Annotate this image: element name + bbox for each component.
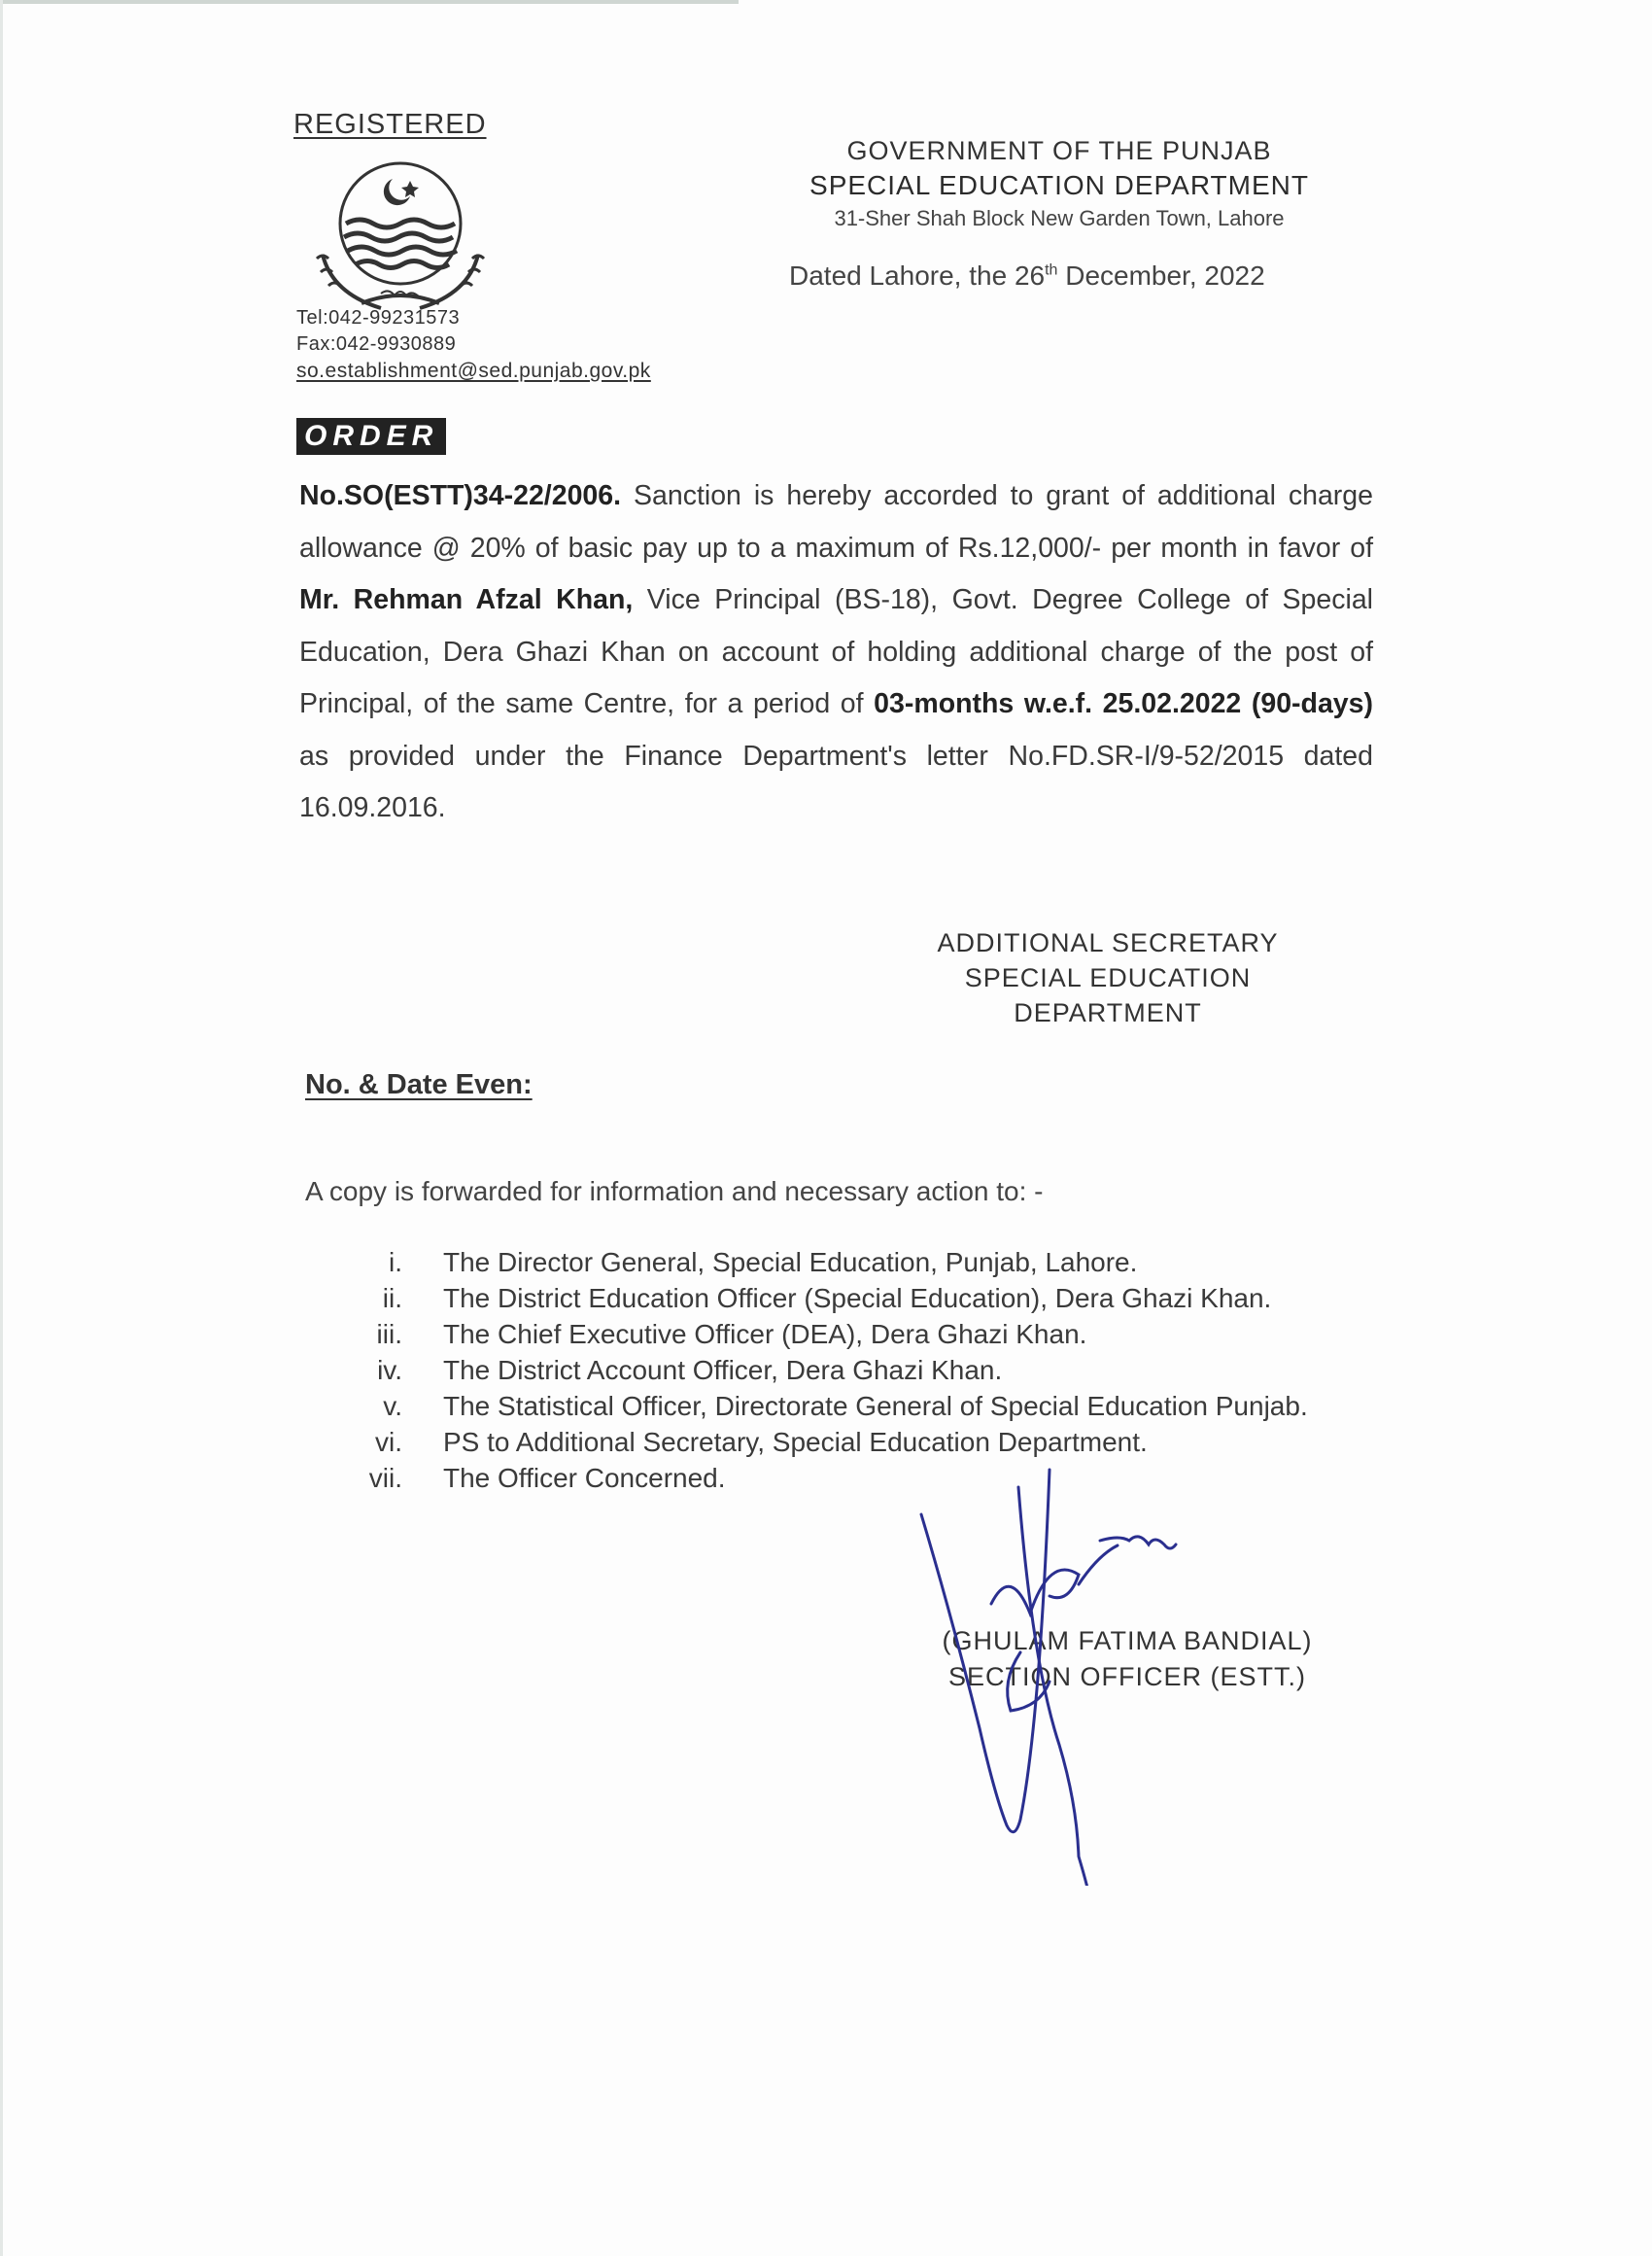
telephone-number: Tel:042-99231573: [296, 307, 461, 329]
registered-mark: REGISTERED: [293, 109, 487, 140]
order-reference: No.SO(ESTT)34-22/2006.: [299, 480, 622, 511]
officer-title: SECTION OFFICER (ESTT.): [947, 1662, 1306, 1691]
distribution-item: [360, 1352, 1380, 1388]
distribution-item: [360, 1280, 1380, 1316]
email-address: so.establishment@sed.punjab.gov.pk: [296, 360, 651, 382]
distribution-item-text: The District Account Officer, Dera Ghazi Khan.: [443, 1355, 1003, 1385]
department-name: SPECIAL EDUCATION DEPARTMENT: [809, 170, 1309, 200]
distribution-item-number: i.: [389, 1247, 402, 1277]
letterhead: [758, 133, 1360, 234]
government-name: GOVERNMENT OF THE PUNJAB: [846, 136, 1272, 165]
distribution-item-text: PS to Additional Secretary, Special Education Department.: [443, 1427, 1148, 1457]
distribution-item-number: vi.: [375, 1427, 402, 1457]
handwritten-signature-icon: [875, 1458, 1224, 1886]
distribution-item: [360, 1244, 1380, 1280]
distribution-item: [360, 1460, 1380, 1496]
forward-text: A copy is forwarded for information and necessary action to: -: [305, 1176, 1044, 1206]
distribution-item-number: v.: [383, 1391, 402, 1421]
fax-number: Fax:042-9930889: [296, 333, 457, 355]
distribution-item-text: The Chief Executive Officer (DEA), Dera Ghazi Khan.: [443, 1319, 1087, 1349]
distribution-item: [360, 1316, 1380, 1352]
scan-edge: [0, 0, 3, 2256]
distribution-item-number: ii.: [382, 1283, 402, 1313]
scan-edge: [0, 0, 739, 4]
employee-name: Mr. Rehman Afzal Khan,: [299, 584, 634, 615]
no-date-even-heading: No. & Date Even:: [305, 1069, 533, 1100]
distribution-item-text: The Director General, Special Education, Punjab, Lahore.: [443, 1247, 1138, 1277]
distribution-item: [360, 1424, 1380, 1460]
distribution-item-number: vii.: [368, 1463, 402, 1493]
letter-date: Dated Lahore, the 26th December, 2022: [789, 260, 1265, 291]
distribution-item-number: iv.: [377, 1355, 402, 1385]
contact-details: [296, 305, 651, 384]
distribution-list: [360, 1244, 1380, 1496]
order-heading: ORDER: [296, 418, 446, 455]
distribution-item-number: iii.: [376, 1319, 402, 1349]
distribution-item-text: The Statistical Officer, Directorate General of Special Education Punjab.: [443, 1391, 1308, 1421]
department-address: 31-Sher Shah Block New Garden Town, Lahore: [834, 206, 1285, 230]
distribution-item-text: The Officer Concerned.: [443, 1463, 726, 1493]
signatory-designation: ADDITIONAL SECRETARY SPECIAL EDUCATION DEPARTMENT: [937, 928, 1279, 1027]
distribution-item: [360, 1388, 1380, 1424]
charge-period: 03-months w.e.f. 25.02.2022 (90-days): [874, 688, 1373, 719]
punjab-emblem-icon: [303, 157, 498, 323]
officer-name: (GHULAM FATIMA BANDIAL): [942, 1626, 1313, 1655]
order-body: No.SO(ESTT)34-22/2006. Sanction is hereby accorded to grant of additional charge allowance @ 20% of basic pay up to a maximum of Rs.12,000/- per month in favor of Mr. Rehman Afzal Khan, Vice Principal (BS-18), Govt. Degree College of Special Education, Dera Ghazi Khan on account of holding additional charge of the post of Principal, of the same Centre, for a period of 03-months w.e.f. 25.02.2022 (90-days) as provided under the Finance Department's letter No.FD.SR-I/9-52/2015 dated 16.09.2016.: [299, 480, 1373, 823]
distribution-item-text: The District Education Officer (Special Education), Dera Ghazi Khan.: [443, 1283, 1272, 1313]
